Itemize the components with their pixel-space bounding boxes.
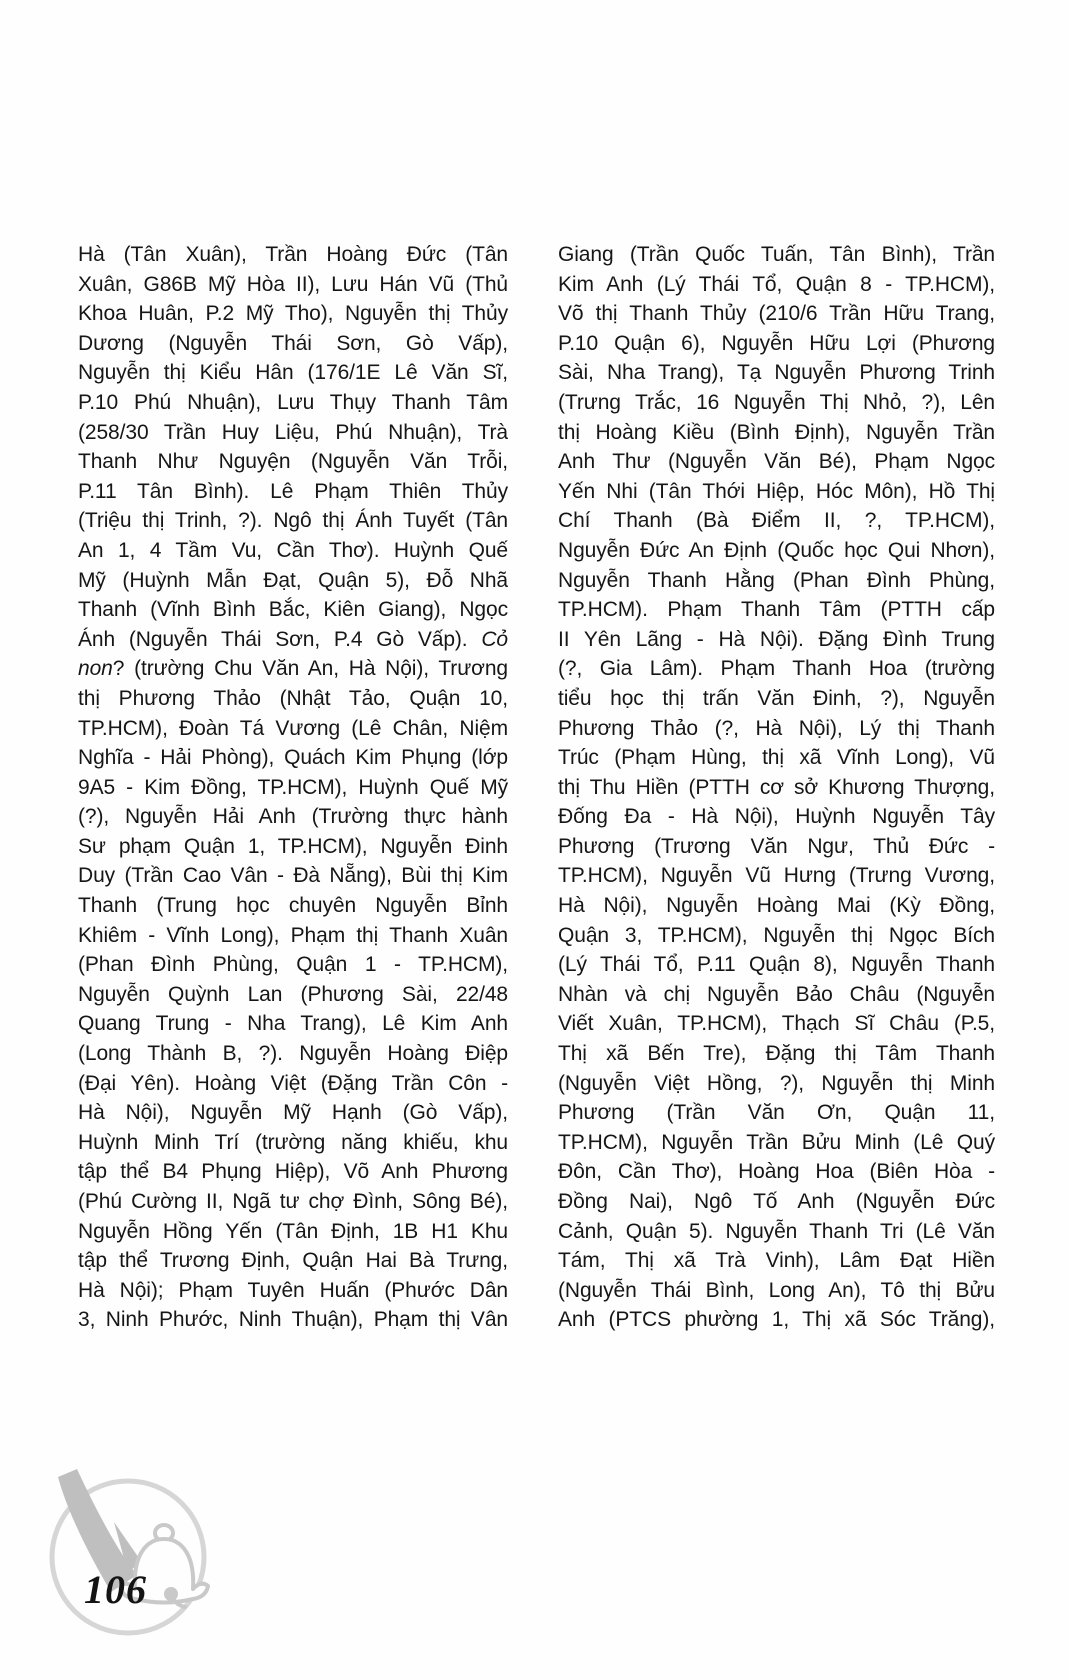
text-line: Xuân, G86B Mỹ Hòa II), Lưu Hán Vũ (Thủ xyxy=(78,272,508,296)
text-line: Thị xã Bến Tre), Đặng thị Tâm Thanh xyxy=(558,1042,995,1066)
text-line: Yến Nhi (Tân Thới Hiệp, Hóc Môn), Hồ Thị xyxy=(558,479,995,503)
text-line: Khiêm - Vĩnh Long), Phạm thị Thanh Xuân xyxy=(78,923,508,947)
text-line: (Lý Thái Tổ, P.11 Quận 8), Nguyễn Thanh xyxy=(558,953,995,977)
text-line: Dương (Nguyễn Thái Sơn, Gò Vấp), xyxy=(78,331,508,355)
text-line: Nhàn và chị Nguyễn Bảo Châu (Nguyễn xyxy=(558,982,995,1006)
text-line: Nguyễn Quỳnh Lan (Phương Sài, 22/48 xyxy=(78,982,508,1006)
text-column-right xyxy=(558,240,995,1335)
text-line: Thanh (Vĩnh Bình Bắc, Kiên Giang), Ngọc xyxy=(78,598,508,622)
text-line: Tám, Thị xã Trà Vinh), Lâm Đạt Hiền xyxy=(558,1249,995,1273)
text-line: Phương (Trần Văn Ơn, Quận 11, xyxy=(558,1101,995,1125)
text-line: Võ thị Thanh Thủy (210/6 Trần Hữu Trang, xyxy=(558,302,995,326)
text-line: Cảnh, Quận 5). Nguyễn Thanh Tri (Lê Văn xyxy=(558,1219,995,1243)
text-line: TP.HCM), Đoàn Tá Vương (Lê Chân, Niệm xyxy=(78,716,508,740)
text-line: Hà (Tân Xuân), Trần Hoàng Đức (Tân xyxy=(78,243,508,266)
text-line: (Triệu thị Trinh, ?). Ngô thị Ánh Tuyết (Tân xyxy=(78,509,508,533)
text-line: Nguyễn thị Kiểu Hân (176/1E Lê Văn Sĩ, xyxy=(78,361,508,385)
text-line: Ánh (Nguyễn Thái Sơn, P.4 Gò Vấp). Cỏ xyxy=(78,627,508,651)
text-line: Sài, Nha Trang), Tạ Nguyễn Phương Trinh xyxy=(558,361,995,385)
text-line: Đồng Nai), Ngô Tố Anh (Nguyễn Đức xyxy=(558,1190,995,1213)
text-line: (Phú Cường II, Ngã tư chợ Đình, Sông Bé), xyxy=(78,1190,508,1213)
text-line: tập thể B4 Phụng Hiệp), Võ Anh Phương xyxy=(78,1160,508,1184)
text-line: Thanh (Trung học chuyên Nguyễn Bỉnh xyxy=(78,894,508,918)
text-line: (?, Gia Lâm). Phạm Thanh Hoa (trường xyxy=(558,657,995,681)
text-line: Giang (Trần Quốc Tuấn, Tân Bình), Trần xyxy=(558,243,995,266)
text-line: Phương Thảo (?, Hà Nội), Lý thị Thanh xyxy=(558,716,995,740)
text-line: Trúc (Phạm Hùng, thị xã Vĩnh Long), Vũ xyxy=(558,746,995,770)
text-line: Nghĩa - Hải Phòng), Quách Kim Phụng (lớp xyxy=(78,746,508,770)
text-line: Duy (Trần Cao Vân - Đà Nẵng), Bùi thị Kim xyxy=(78,864,508,888)
text-line: Sư phạm Quận 1, TP.HCM), Nguyễn Đinh xyxy=(78,834,508,858)
text-line: Anh Thư (Nguyễn Văn Bé), Phạm Ngọc xyxy=(558,450,995,474)
text-line: P.10 Quận 6), Nguyễn Hữu Lợi (Phương xyxy=(558,331,995,355)
text-line: Nguyễn Hồng Yến (Tân Định, 1B H1 Khu xyxy=(78,1219,508,1243)
text-column-left xyxy=(78,240,508,1335)
text-line: Nguyễn Thanh Hằng (Phan Đình Phùng, xyxy=(558,568,995,592)
text-line: 9A5 - Kim Đồng, TP.HCM), Huỳnh Quế Mỹ xyxy=(78,775,508,799)
text-line: Mỹ (Huỳnh Mẫn Đạt, Quận 5), Đỗ Nhã xyxy=(78,568,508,592)
text-line: Kim Anh (Lý Thái Tổ, Quận 8 - TP.HCM), xyxy=(558,272,995,296)
text-line: thị Phương Thảo (Nhật Tảo, Quận 10, xyxy=(78,686,508,710)
text-line: Viết Xuân, TP.HCM), Thạch Sĩ Châu (P.5, xyxy=(558,1012,995,1036)
text-line: Khoa Huân, P.2 Mỹ Tho), Nguyễn thị Thủy xyxy=(78,302,508,326)
text-line: II Yên Lãng - Hà Nội). Đặng Đình Trung xyxy=(558,627,995,651)
text-line: tập thể Trương Định, Quận Hai Bà Trưng, xyxy=(78,1249,508,1273)
text-line: (Trưng Trắc, 16 Nguyễn Thị Nhỏ, ?), Lên xyxy=(558,390,995,414)
text-line: P.11 Tân Bình). Lê Phạm Thiên Thủy xyxy=(78,479,508,503)
text-line: Huỳnh Minh Trí (trường năng khiếu, khu xyxy=(78,1130,508,1154)
text-line: (258/30 Trần Huy Liệu, Phú Nhuận), Trà xyxy=(78,420,508,444)
text-line: thị Thu Hiền (PTTH cơ sở Khương Thượng, xyxy=(558,775,995,799)
text-line: (?), Nguyễn Hải Anh (Trường thực hành xyxy=(78,805,508,829)
text-line: Hà Nội), Nguyễn Hoàng Mai (Kỳ Đồng, xyxy=(558,894,995,918)
text-line: P.10 Phú Nhuận), Lưu Thụy Thanh Tâm xyxy=(78,390,508,414)
text-line: thị Hoàng Kiều (Bình Định), Nguyễn Trần xyxy=(558,420,995,444)
text-line: Hà Nội), Nguyễn Mỹ Hạnh (Gò Vấp), xyxy=(78,1101,508,1125)
text-line: Chí Thanh (Bà Điểm II, ?, TP.HCM), xyxy=(558,509,995,533)
text-line: Quận 3, TP.HCM), Nguyễn thị Ngọc Bích xyxy=(558,923,995,947)
text-line: (Phan Đình Phùng, Quận 1 - TP.HCM), xyxy=(78,953,508,977)
text-line: (Nguyễn Thái Bình, Long An), Tô thị Bửu xyxy=(558,1278,995,1302)
text-line: Nguyễn Đức An Định (Quốc học Qui Nhơn), xyxy=(558,538,995,562)
text-line: TP.HCM). Phạm Thanh Tâm (PTTH cấp xyxy=(558,598,995,622)
page-number: 106 xyxy=(84,1567,147,1612)
text-line: (Đại Yên). Hoàng Việt (Đặng Trần Côn - xyxy=(78,1071,508,1095)
text-line: Phương (Trương Văn Ngư, Thủ Đức - xyxy=(558,834,995,858)
text-line: Anh (PTCS phường 1, Thị xã Sóc Trăng), xyxy=(558,1308,995,1332)
text-line: 3, Ninh Phước, Ninh Thuận), Phạm thị Vân xyxy=(78,1308,508,1332)
text-line: (Nguyễn Việt Hồng, ?), Nguyễn thị Minh xyxy=(558,1071,995,1095)
text-line: TP.HCM), Nguyễn Vũ Hưng (Trưng Vương, xyxy=(558,864,995,888)
text-line: non? (trường Chu Văn An, Hà Nội), Trương xyxy=(78,657,508,681)
text-line: Đôn, Cần Thơ), Hoàng Hoa (Biên Hòa - xyxy=(558,1160,995,1184)
text-line: Đống Đa - Hà Nội), Huỳnh Nguyễn Tây xyxy=(558,805,995,829)
text-line: (Long Thành B, ?). Nguyễn Hoàng Điệp xyxy=(78,1042,508,1066)
text-line: TP.HCM), Nguyễn Trần Bửu Minh (Lê Quý xyxy=(558,1130,995,1154)
text-line: Hà Nội); Phạm Tuyên Huấn (Phước Dân xyxy=(78,1278,508,1302)
text-line: tiểu học thị trấn Văn Đinh, ?), Nguyễn xyxy=(558,686,995,710)
text-line: Quang Trung - Nha Trang), Lê Kim Anh xyxy=(78,1012,508,1036)
text-line: Thanh Như Nguyện (Nguyễn Văn Trỗi, xyxy=(78,450,508,474)
text-line: An 1, 4 Tầm Vu, Cần Thơ). Huỳnh Quế xyxy=(78,538,508,562)
sailboat-and-bell-watermark xyxy=(38,1448,268,1658)
